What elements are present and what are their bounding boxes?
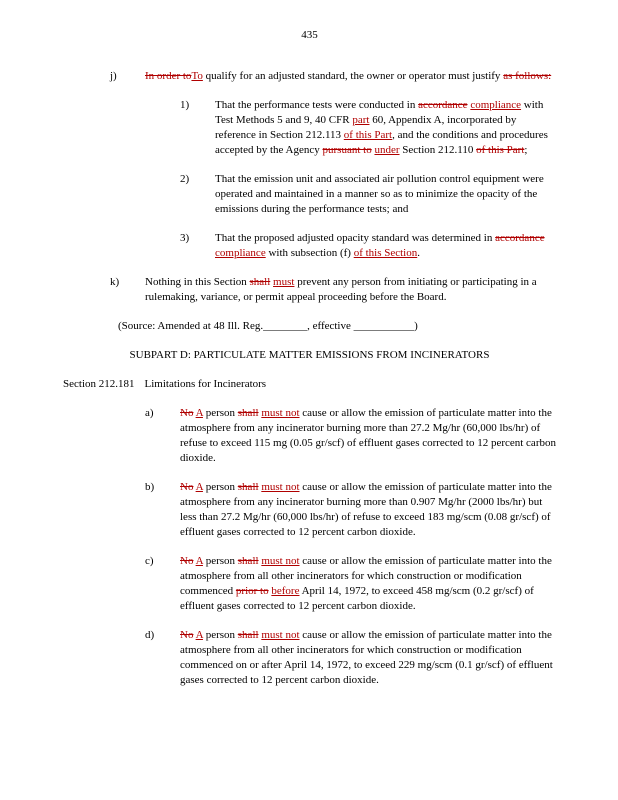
deleted-text: shall <box>237 555 259 567</box>
section-title: Limitations for Incinerators <box>144 378 267 390</box>
item-label: 2) <box>180 173 190 185</box>
inserted-text: before <box>271 585 300 597</box>
inserted-text: must not <box>261 407 300 419</box>
source-note <box>63 319 556 334</box>
list-item-d <box>63 628 556 688</box>
inserted-text: of this Part <box>343 129 393 141</box>
deleted-text: shall <box>249 276 271 288</box>
text-run: with Test Methods 5 and 9, 40 CFR <box>215 99 544 126</box>
inserted-text: must not <box>261 555 300 567</box>
inserted-text: under <box>374 144 400 156</box>
text-run: person <box>202 481 238 493</box>
inserted-text: A <box>195 555 203 567</box>
deleted-text: as follows: <box>503 70 552 82</box>
item-label: d) <box>145 629 155 641</box>
item-label: k) <box>110 276 120 288</box>
text-run: 60, Appendix A, incorporated by reference in Section 212.113 <box>215 114 517 141</box>
text-run: cause or allow the emission of particulate matter into the atmosphere from all other incinerators for which construction or modification commenced on or after April 14, 1972, to exceed 229 mg/scm (0.1 gr/scf) of effluent gases corrected to 12 percent carbon dioxide. <box>180 629 553 686</box>
item-label: a) <box>145 407 154 419</box>
item-text <box>145 275 556 305</box>
deleted-text: In order to <box>145 70 192 82</box>
item-label: j) <box>110 70 117 82</box>
inserted-text: of this Section <box>353 247 418 259</box>
inserted-text: compliance <box>215 247 266 259</box>
deleted-text: accordance <box>418 99 468 111</box>
list-item-j <box>63 69 556 84</box>
text-run: prevent any person from initiating or participating in a rulemaking, variance, or permit appeal proceeding before the Board. <box>145 276 537 303</box>
deleted-text: shall <box>237 407 259 419</box>
list-item-a <box>63 406 556 466</box>
text-run: person <box>202 407 238 419</box>
deleted-text: No <box>180 629 194 641</box>
text-run: That the performance tests were conducted in <box>215 99 419 111</box>
item-label: 1) <box>180 99 190 111</box>
text-run: cause or allow the emission of particulate matter into the atmosphere from all other incinerators for which construction or modification commenced <box>180 555 552 597</box>
deleted-text: No <box>180 555 194 567</box>
item-text <box>180 406 556 466</box>
item-label: c) <box>145 555 154 567</box>
item-text <box>180 554 556 614</box>
page-number: 435 <box>301 29 318 41</box>
inserted-text: To <box>191 70 203 82</box>
list-item-2 <box>63 172 556 217</box>
list-item-3 <box>63 231 556 261</box>
deleted-text: prior to <box>235 585 269 597</box>
text-run: qualify for an adjusted standard, the owner or operator must justify <box>202 70 504 82</box>
inserted-text: part <box>352 114 370 126</box>
document-body <box>63 69 556 688</box>
text-run: person <box>202 629 238 641</box>
text-run: cause or allow the emission of particulate matter into the atmosphere from any incinerator burning more than 0.907 Mg/hr (2000 lbs/hr) but less than 27.2 Mg/hr (60,000 lbs/hr) of refuse to exceed 183 mg/scm (0.08 gr/scf) of effluent gases corrected to 12 percent carbon dioxide. <box>180 481 552 538</box>
text-run: . <box>417 247 420 259</box>
text-run: ; <box>524 144 528 156</box>
deleted-text: pursuant to <box>322 144 372 156</box>
list-item-b <box>63 480 556 540</box>
text-run: cause or allow the emission of particulate matter into the atmosphere from any incinerator burning more than 27.2 Mg/hr (60,000 lbs/hr) of refuse to exceed 115 mg (0.05 gr/scf) of effluent gases corrected to 12 percent carbon dioxide. <box>180 407 556 464</box>
text-run: Nothing in this Section <box>145 276 250 288</box>
inserted-text: must not <box>261 481 300 493</box>
text-run: (Source: Amended at 48 Ill. Reg.________, effective ___________) <box>118 320 418 332</box>
inserted-text: A <box>195 481 203 493</box>
list-item-1 <box>63 98 556 158</box>
deleted-text: shall <box>237 629 259 641</box>
item-text <box>215 98 556 158</box>
deleted-text: accordance <box>495 232 545 244</box>
text-run: , and the conditions and procedures accepted by the Agency <box>215 129 548 156</box>
inserted-text: must not <box>261 629 300 641</box>
deleted-text: of this Part <box>476 144 525 156</box>
section-heading <box>63 377 556 392</box>
text-run: with subsection (f) <box>265 247 354 259</box>
item-label: b) <box>145 481 155 493</box>
text-run: April 14, 1972, to exceed 458 mg/scm (0.2 gr/scf) of effluent gases corrected to 12 percent carbon dioxide. <box>180 585 534 612</box>
item-text <box>215 231 556 261</box>
item-text <box>180 628 556 688</box>
list-item-c <box>63 554 556 614</box>
subpart-heading: SUBPART D: PARTICULATE MATTER EMISSIONS FROM INCINERATORS <box>129 349 490 361</box>
inserted-text: A <box>195 407 203 419</box>
deleted-text: No <box>180 407 194 419</box>
text-run: That the proposed adjusted opacity standard was determined in <box>215 232 496 244</box>
text-run: person <box>202 555 238 567</box>
item-label: 3) <box>180 232 190 244</box>
inserted-text: compliance <box>470 99 522 111</box>
inserted-text: A <box>195 629 203 641</box>
item-text <box>180 480 556 540</box>
section-number: Section 212.181 <box>63 378 135 390</box>
text-run: Section 212.110 <box>399 144 477 156</box>
deleted-text: shall <box>237 481 259 493</box>
deleted-text: No <box>180 481 194 493</box>
item-text <box>145 69 556 84</box>
inserted-text: must <box>273 276 295 288</box>
item-text <box>215 172 556 217</box>
list-item-k <box>63 275 556 305</box>
text-run: That the emission unit and associated air pollution control equipment were operated and maintained in a manner so as to minimize the opacity of the emissions during the performance tests; and <box>215 173 544 215</box>
